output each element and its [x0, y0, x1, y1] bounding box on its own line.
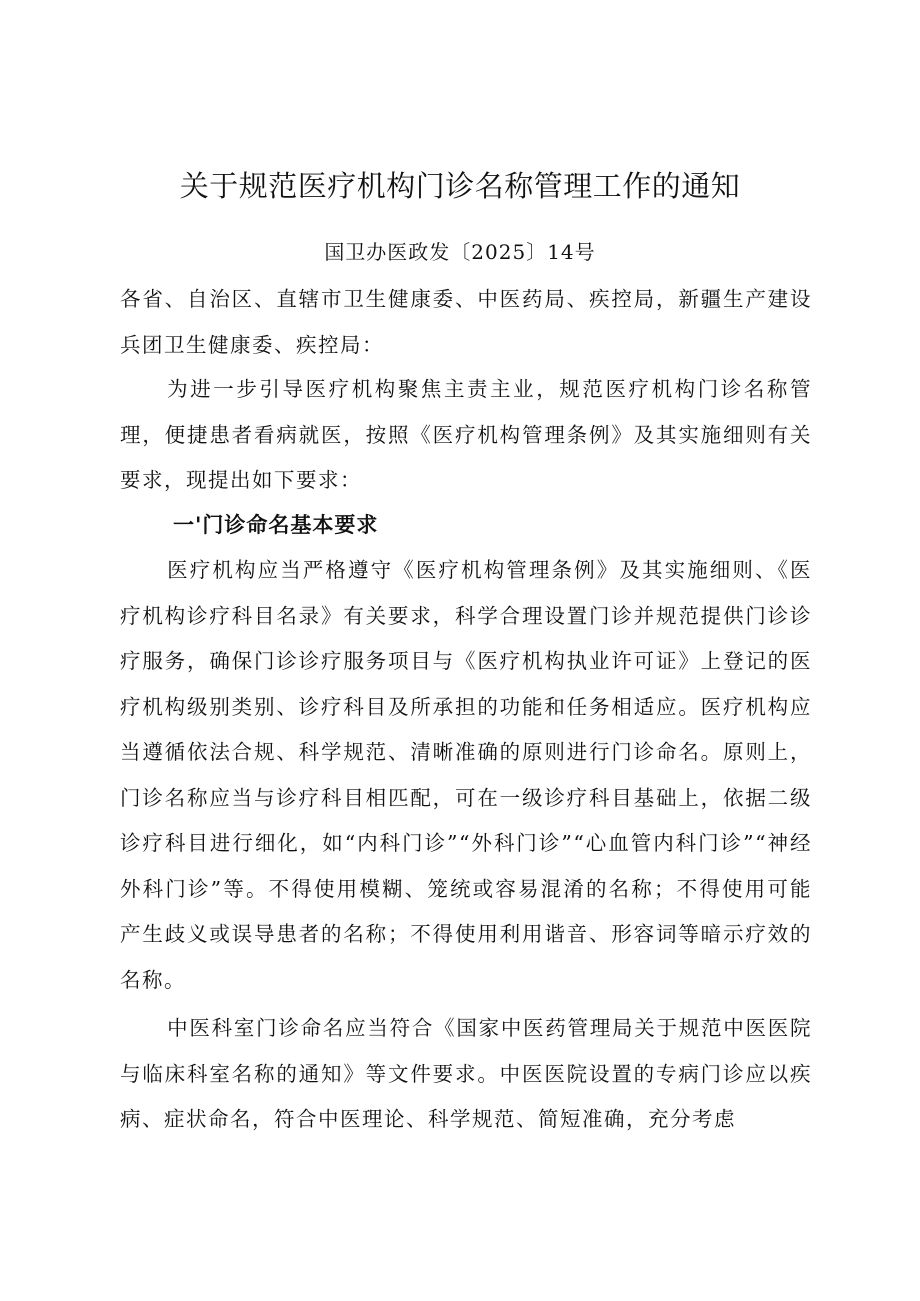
- body-paragraph: 中医科室门诊命名应当符合《国家中医药管理局关于规范中医医院与临床科室名称的通知》等文件要求。中医医院设置的专病门诊应以疾病、症状命名，符合中医理论、科学规范、简短准确，充分考虑: [120, 1016, 812, 1131]
- section-heading: 一'门诊命名基本要求: [173, 513, 379, 537]
- document-title: 关于规范医疗机构门诊名称管理工作的通知: [179, 169, 741, 203]
- document-number: 国卫办医政发〔2025〕14号: [324, 240, 596, 264]
- addressee: 各省、自治区、直辖市卫生健康委、中医药局、疾控局，新疆生产建设兵团卫生健康委、疾控局：: [120, 287, 812, 357]
- intro-paragraph: 为进一步引导医疗机构聚焦主责主业，规范医疗机构门诊名称管理，便捷患者看病就医，按照《医疗机构管理条例》及其实施细则有关要求，现提出如下要求：: [120, 377, 812, 492]
- body-paragraph: 医疗机构应当严格遵守《医疗机构管理条例》及其实施细则、《医疗机构诊疗科目名录》有关要求，科学合理设置门诊并规范提供门诊诊疗服务，确保门诊诊疗服务项目与《医疗机构执业许可证》上登记的医疗机构级别类别、诊疗科目及所承担的功能和任务相适应。医疗机构应当遵循依法合规、科学规范、清晰准确的原则进行门诊命名。原则上，门诊名称应当与诊疗科目相匹配，可在一级诊疗科目基础上，依据二级诊疗科目进行细化，如“内科门诊”“外科门诊”“心血管内科门诊”“神经外科门诊”等。不得使用模糊、笼统或容易混淆的名称；不得使用可能产生歧义或误导患者的名称；不得使用利用谐音、形容词等暗示疗效的名称。: [120, 558, 812, 992]
